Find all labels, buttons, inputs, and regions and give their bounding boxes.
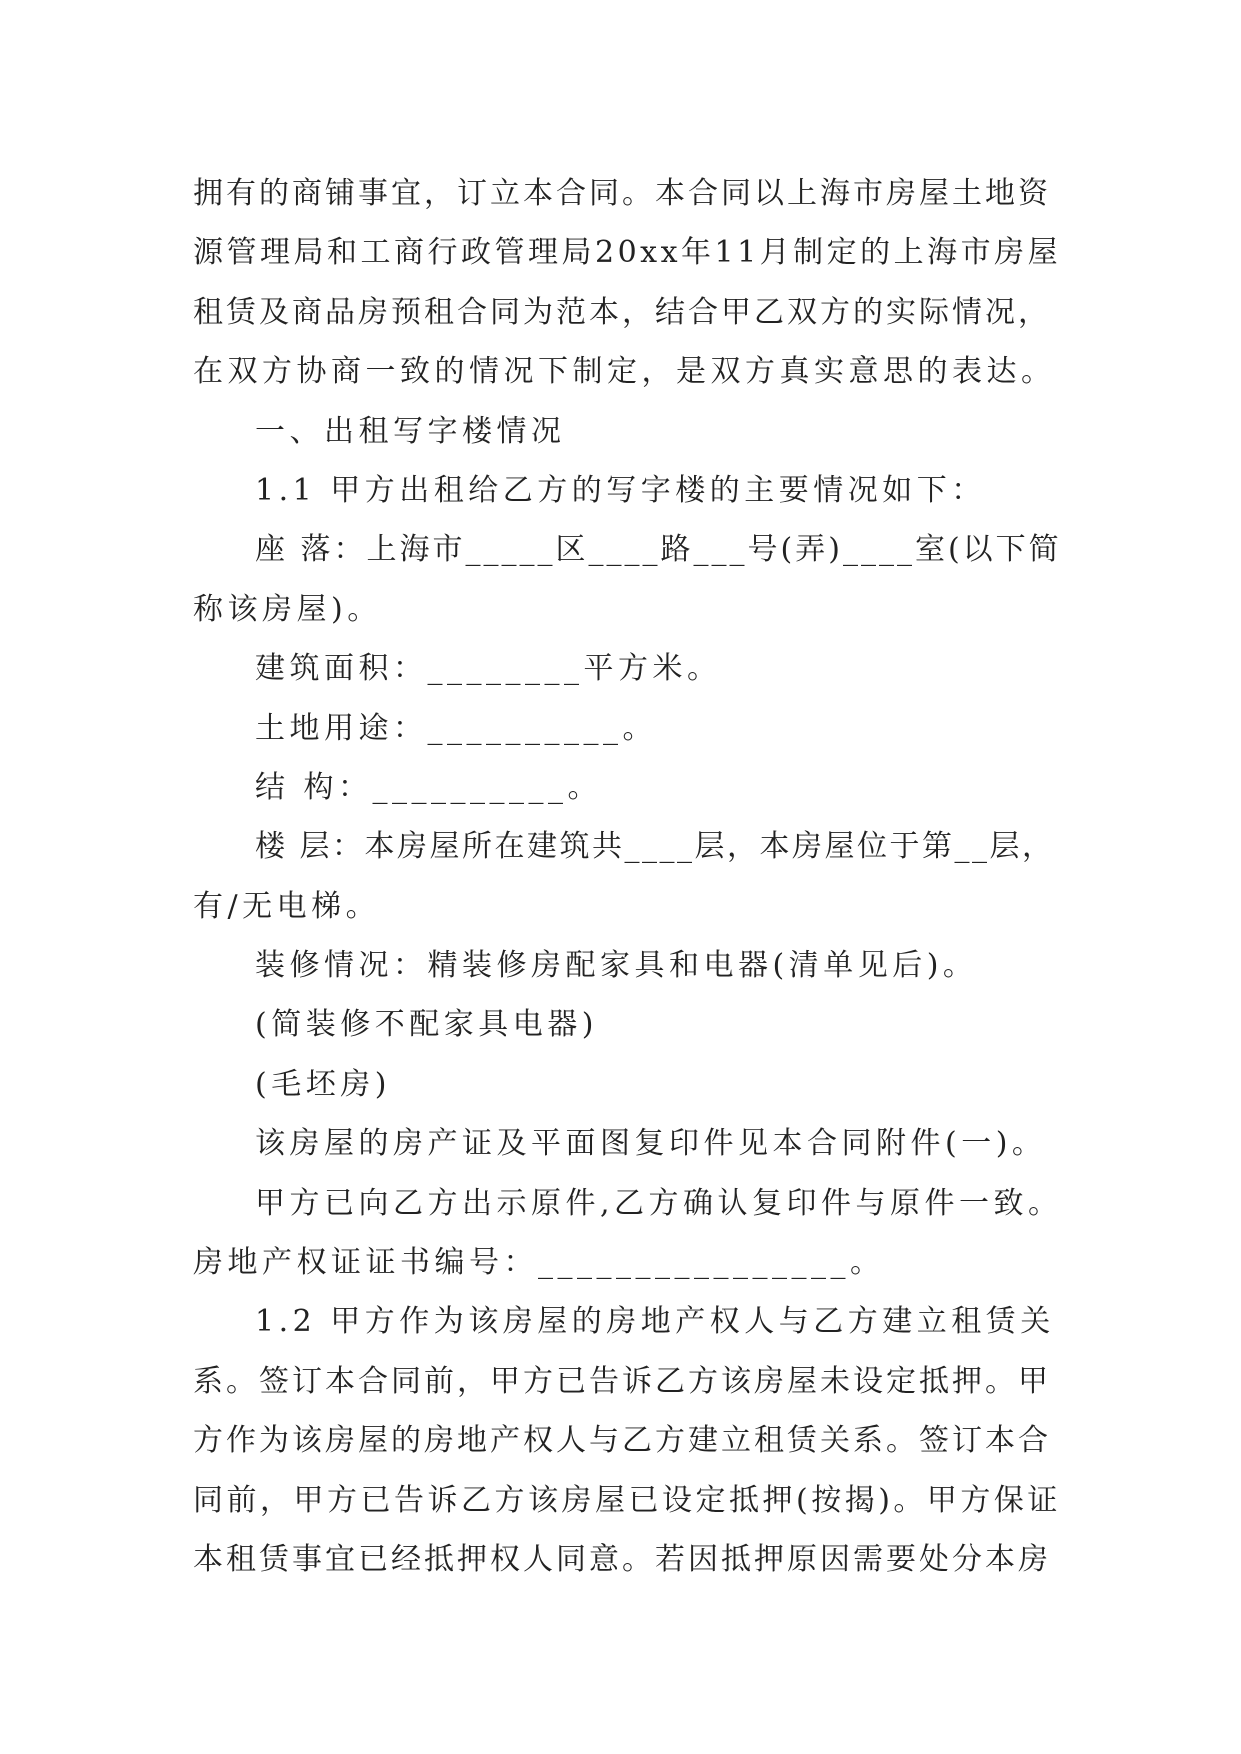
document-line: 源管理局和工商行政管理局20xx年11月制定的上海市房屋 <box>193 235 1062 271</box>
document-line: 座 落：上海市_____区____路___号(弄)____室(以下简 <box>255 532 1062 568</box>
document-line: 在双方协商一致的情况下制定，是双方真实意思的表达。 <box>193 354 1056 390</box>
document-body <box>193 164 1063 1589</box>
document-line: 有/无电梯。 <box>193 888 381 924</box>
document-line: 称该房屋)。 <box>193 591 382 627</box>
document-line: 系。签订本合同前，甲方已告诉乙方该房屋未设定抵押。甲 <box>193 1363 1051 1399</box>
document-line: 土地用途：__________。 <box>255 710 657 746</box>
document-line: (毛坯房) <box>255 1066 391 1102</box>
document-line: 楼 层：本房屋所在建筑共____层，本房屋位于第__层， <box>255 829 1055 865</box>
document-line: 同前，甲方已告诉乙方该房屋已设定抵押(按揭)。甲方保证 <box>193 1482 1061 1518</box>
document-line: 方作为该房屋的房地产权人与乙方建立租赁关系。签订本合 <box>193 1423 1051 1459</box>
document-line: (简装修不配家具电器) <box>255 1007 598 1043</box>
document-line: 一、出租写字楼情况 <box>255 413 566 449</box>
document-line: 建筑面积：________平方米。 <box>255 651 722 687</box>
document-line: 装修情况：精装修房配家具和电器(清单见后)。 <box>255 948 978 984</box>
document-line: 该房屋的房产证及平面图复印件见本合同附件(一)。 <box>255 1126 1047 1162</box>
document-line: 拥有的商铺事宜，订立本合同。本合同以上海市房屋土地资 <box>193 176 1051 211</box>
document-line: 甲方已向乙方出示原件,乙方确认复印件与原件一致。 <box>255 1185 1063 1221</box>
document-line: 结 构：__________。 <box>255 769 603 805</box>
document-line: 1.2 甲方作为该房屋的房地产权人与乙方建立租赁关 <box>255 1304 1055 1340</box>
document-line: 1.1 甲方出租给乙方的写字楼的主要情况如下： <box>255 472 986 508</box>
document-line: 租赁及商品房预租合同为范本，结合甲乙双方的实际情况， <box>193 294 1051 330</box>
document-line: 房地产权证证书编号：________________。 <box>193 1245 885 1281</box>
document-line: 本租赁事宜已经抵押权人同意。若因抵押原因需要处分本房 <box>193 1541 1051 1577</box>
